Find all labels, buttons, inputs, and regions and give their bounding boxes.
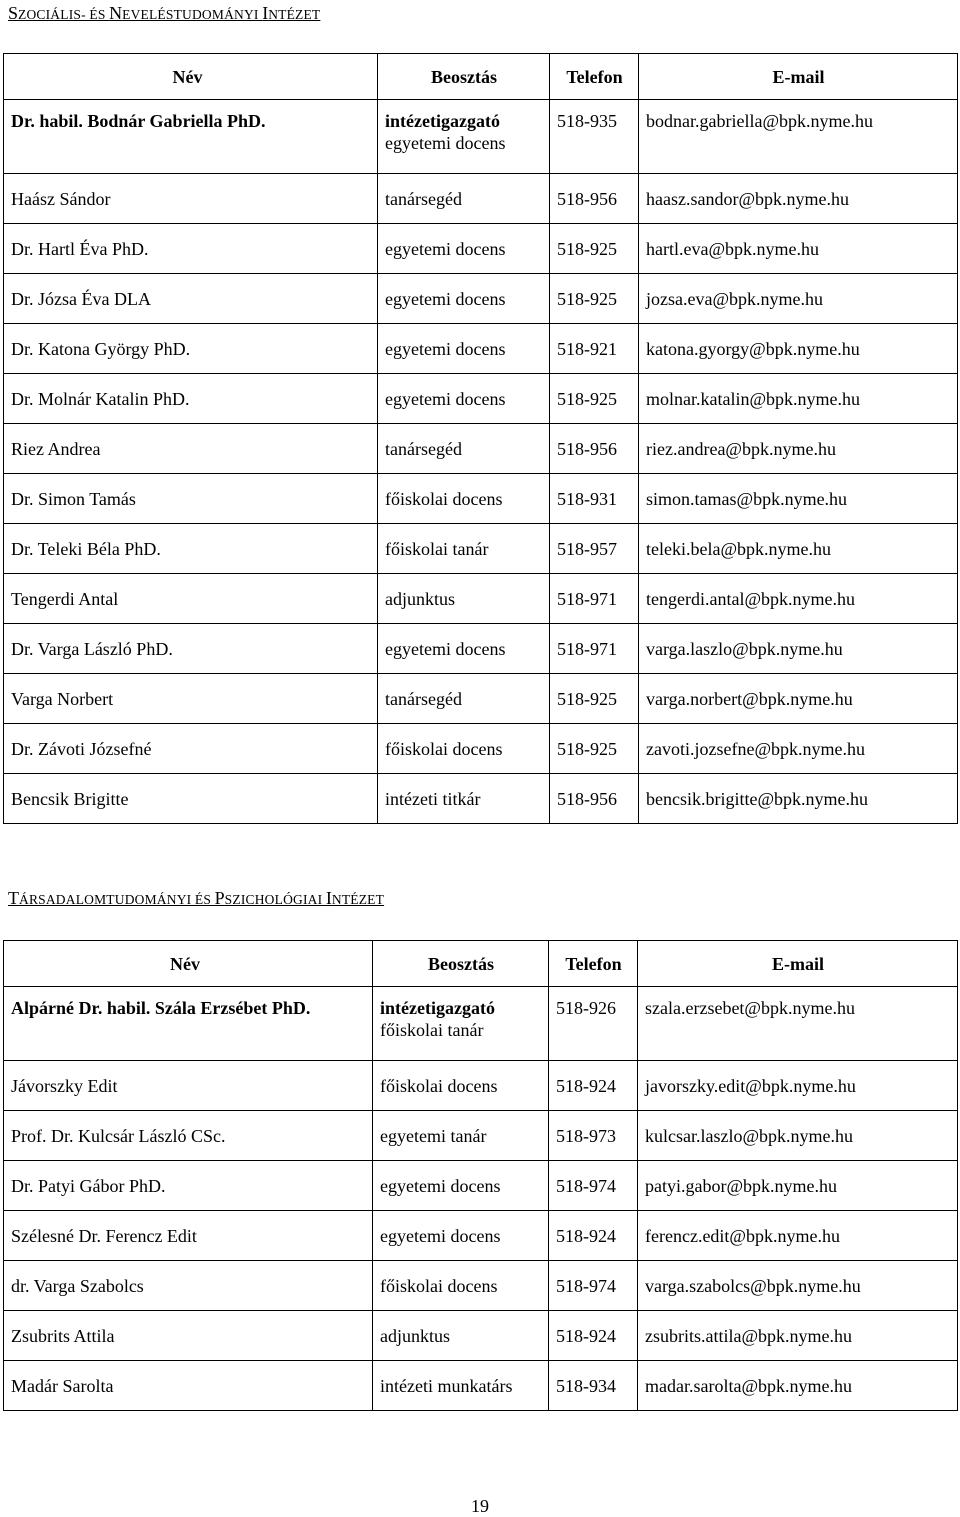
cell-email: katona.gyorgy@bpk.nyme.hu [639, 324, 958, 374]
cell-position: egyetemi docens [373, 1211, 549, 1261]
cell-name: Haász Sándor [4, 174, 378, 224]
cell-phone: 518-971 [550, 574, 639, 624]
table-row [4, 224, 958, 274]
cell-phone: 518-971 [550, 624, 639, 674]
cell-position: adjunktus [378, 574, 550, 624]
cell-phone: 518-974 [549, 1161, 638, 1211]
cell-name: Alpárné Dr. habil. Szála Erzsébet PhD. [4, 987, 373, 1061]
cell-email: jozsa.eva@bpk.nyme.hu [639, 274, 958, 324]
cell-email: szala.erzsebet@bpk.nyme.hu [638, 987, 958, 1061]
cell-position: intézeti titkár [378, 774, 550, 824]
cell-position: adjunktus [373, 1311, 549, 1361]
table-row [4, 774, 958, 824]
cell-position [373, 987, 549, 1061]
cell-position: tanársegéd [378, 674, 550, 724]
cell-position: intézeti munkatárs [373, 1361, 549, 1411]
table-row [4, 987, 958, 1061]
cell-phone: 518-924 [549, 1061, 638, 1111]
cell-email: madar.sarolta@bpk.nyme.hu [638, 1361, 958, 1411]
cell-email: zsubrits.attila@bpk.nyme.hu [638, 1311, 958, 1361]
page-number: 19 [471, 1496, 489, 1516]
section-title-tarsadalomtudomanyi: TÁRSADALOMTUDOMÁNYI ÉS PSZICHOLÓGIAI INTÉZET [8, 888, 385, 908]
cell-position: tanársegéd [378, 424, 550, 474]
cell-name: Prof. Dr. Kulcsár László CSc. [4, 1111, 373, 1161]
table-header-row [4, 941, 958, 987]
cell-phone: 518-973 [549, 1111, 638, 1161]
cell-position: egyetemi docens [378, 374, 550, 424]
cell-position: egyetemi docens [378, 224, 550, 274]
table-row [4, 424, 958, 474]
cell-position: egyetemi docens [378, 324, 550, 374]
cell-email: riez.andrea@bpk.nyme.hu [639, 424, 958, 474]
section-title-szocialis: SZOCIÁLIS- ÉS NEVELÉSTUDOMÁNYI INTÉZET [8, 3, 321, 23]
cell-email: patyi.gabor@bpk.nyme.hu [638, 1161, 958, 1211]
cell-name: Tengerdi Antal [4, 574, 378, 624]
column-header-name: Név [4, 941, 373, 987]
cell-position: egyetemi docens [373, 1161, 549, 1211]
cell-name: Dr. Hartl Éva PhD. [4, 224, 378, 274]
table-row [4, 724, 958, 774]
table-row [4, 174, 958, 224]
table-row [4, 674, 958, 724]
cell-phone: 518-956 [550, 774, 639, 824]
cell-name: Dr. Varga László PhD. [4, 624, 378, 674]
cell-email: varga.norbert@bpk.nyme.hu [639, 674, 958, 724]
table-row [4, 1311, 958, 1361]
cell-phone: 518-924 [549, 1211, 638, 1261]
cell-email: ferencz.edit@bpk.nyme.hu [638, 1211, 958, 1261]
cell-phone: 518-956 [550, 424, 639, 474]
cell-position: egyetemi docens [378, 274, 550, 324]
column-header-phone: Telefon [549, 941, 638, 987]
table-row [4, 574, 958, 624]
cell-phone: 518-925 [550, 374, 639, 424]
cell-name: Zsubrits Attila [4, 1311, 373, 1361]
table-row [4, 100, 958, 174]
table-header-row [4, 54, 958, 100]
cell-phone: 518-925 [550, 724, 639, 774]
cell-email: varga.laszlo@bpk.nyme.hu [639, 624, 958, 674]
column-header-position: Beosztás [373, 941, 549, 987]
cell-email: varga.szabolcs@bpk.nyme.hu [638, 1261, 958, 1311]
table-row [4, 1261, 958, 1311]
cell-email: haasz.sandor@bpk.nyme.hu [639, 174, 958, 224]
cell-name: Dr. Závoti Józsefné [4, 724, 378, 774]
cell-name: Varga Norbert [4, 674, 378, 724]
table-row [4, 624, 958, 674]
cell-email: hartl.eva@bpk.nyme.hu [639, 224, 958, 274]
cell-phone: 518-934 [549, 1361, 638, 1411]
cell-email: bodnar.gabriella@bpk.nyme.hu [639, 100, 958, 174]
position-line-secondary: egyetemi docens [385, 133, 506, 153]
table-row [4, 524, 958, 574]
column-header-email: E-mail [638, 941, 958, 987]
table-row [4, 1161, 958, 1211]
column-header-email: E-mail [639, 54, 958, 100]
position-line-secondary: főiskolai tanár [380, 1020, 484, 1040]
cell-name: Dr. Molnár Katalin PhD. [4, 374, 378, 424]
cell-name: Dr. Katona György PhD. [4, 324, 378, 374]
table-row [4, 374, 958, 424]
cell-phone: 518-935 [550, 100, 639, 174]
column-header-name: Név [4, 54, 378, 100]
cell-name: Riez Andrea [4, 424, 378, 474]
column-header-phone: Telefon [550, 54, 639, 100]
cell-phone: 518-957 [550, 524, 639, 574]
cell-email: bencsik.brigitte@bpk.nyme.hu [639, 774, 958, 824]
cell-name: Jávorszky Edit [4, 1061, 373, 1111]
cell-position: főiskolai docens [378, 474, 550, 524]
cell-phone: 518-924 [549, 1311, 638, 1361]
cell-email: molnar.katalin@bpk.nyme.hu [639, 374, 958, 424]
cell-name: Bencsik Brigitte [4, 774, 378, 824]
cell-name: Dr. Teleki Béla PhD. [4, 524, 378, 574]
cell-phone: 518-925 [550, 274, 639, 324]
cell-email: teleki.bela@bpk.nyme.hu [639, 524, 958, 574]
cell-phone: 518-974 [549, 1261, 638, 1311]
cell-position: tanársegéd [378, 174, 550, 224]
staff-table-szocialis [3, 53, 958, 824]
table-row [4, 324, 958, 374]
table-row [4, 1061, 958, 1111]
cell-name: Dr. Józsa Éva DLA [4, 274, 378, 324]
cell-phone: 518-925 [550, 224, 639, 274]
cell-phone: 518-931 [550, 474, 639, 524]
cell-phone: 518-926 [549, 987, 638, 1061]
cell-name: Dr. Simon Tamás [4, 474, 378, 524]
table-row [4, 1211, 958, 1261]
cell-email: simon.tamas@bpk.nyme.hu [639, 474, 958, 524]
table-row [4, 1361, 958, 1411]
cell-position: főiskolai docens [373, 1261, 549, 1311]
table-row [4, 474, 958, 524]
cell-position: főiskolai tanár [378, 524, 550, 574]
position-line-primary: intézetigazgató [380, 998, 495, 1018]
cell-email: javorszky.edit@bpk.nyme.hu [638, 1061, 958, 1111]
staff-table-tarsadalomtudomanyi [3, 940, 958, 1411]
table-row [4, 274, 958, 324]
cell-position: egyetemi tanár [373, 1111, 549, 1161]
cell-name: Madár Sarolta [4, 1361, 373, 1411]
position-line-primary: intézetigazgató [385, 111, 500, 131]
cell-email: kulcsar.laszlo@bpk.nyme.hu [638, 1111, 958, 1161]
cell-position: főiskolai docens [373, 1061, 549, 1111]
cell-phone: 518-925 [550, 674, 639, 724]
cell-email: tengerdi.antal@bpk.nyme.hu [639, 574, 958, 624]
cell-name: Dr. Patyi Gábor PhD. [4, 1161, 373, 1211]
cell-position: főiskolai docens [378, 724, 550, 774]
cell-position [378, 100, 550, 174]
cell-phone: 518-921 [550, 324, 639, 374]
cell-name: Dr. habil. Bodnár Gabriella PhD. [4, 100, 378, 174]
cell-position: egyetemi docens [378, 624, 550, 674]
table-row [4, 1111, 958, 1161]
cell-name: dr. Varga Szabolcs [4, 1261, 373, 1311]
cell-email: zavoti.jozsefne@bpk.nyme.hu [639, 724, 958, 774]
column-header-position: Beosztás [378, 54, 550, 100]
cell-phone: 518-956 [550, 174, 639, 224]
cell-name: Szélesné Dr. Ferencz Edit [4, 1211, 373, 1261]
